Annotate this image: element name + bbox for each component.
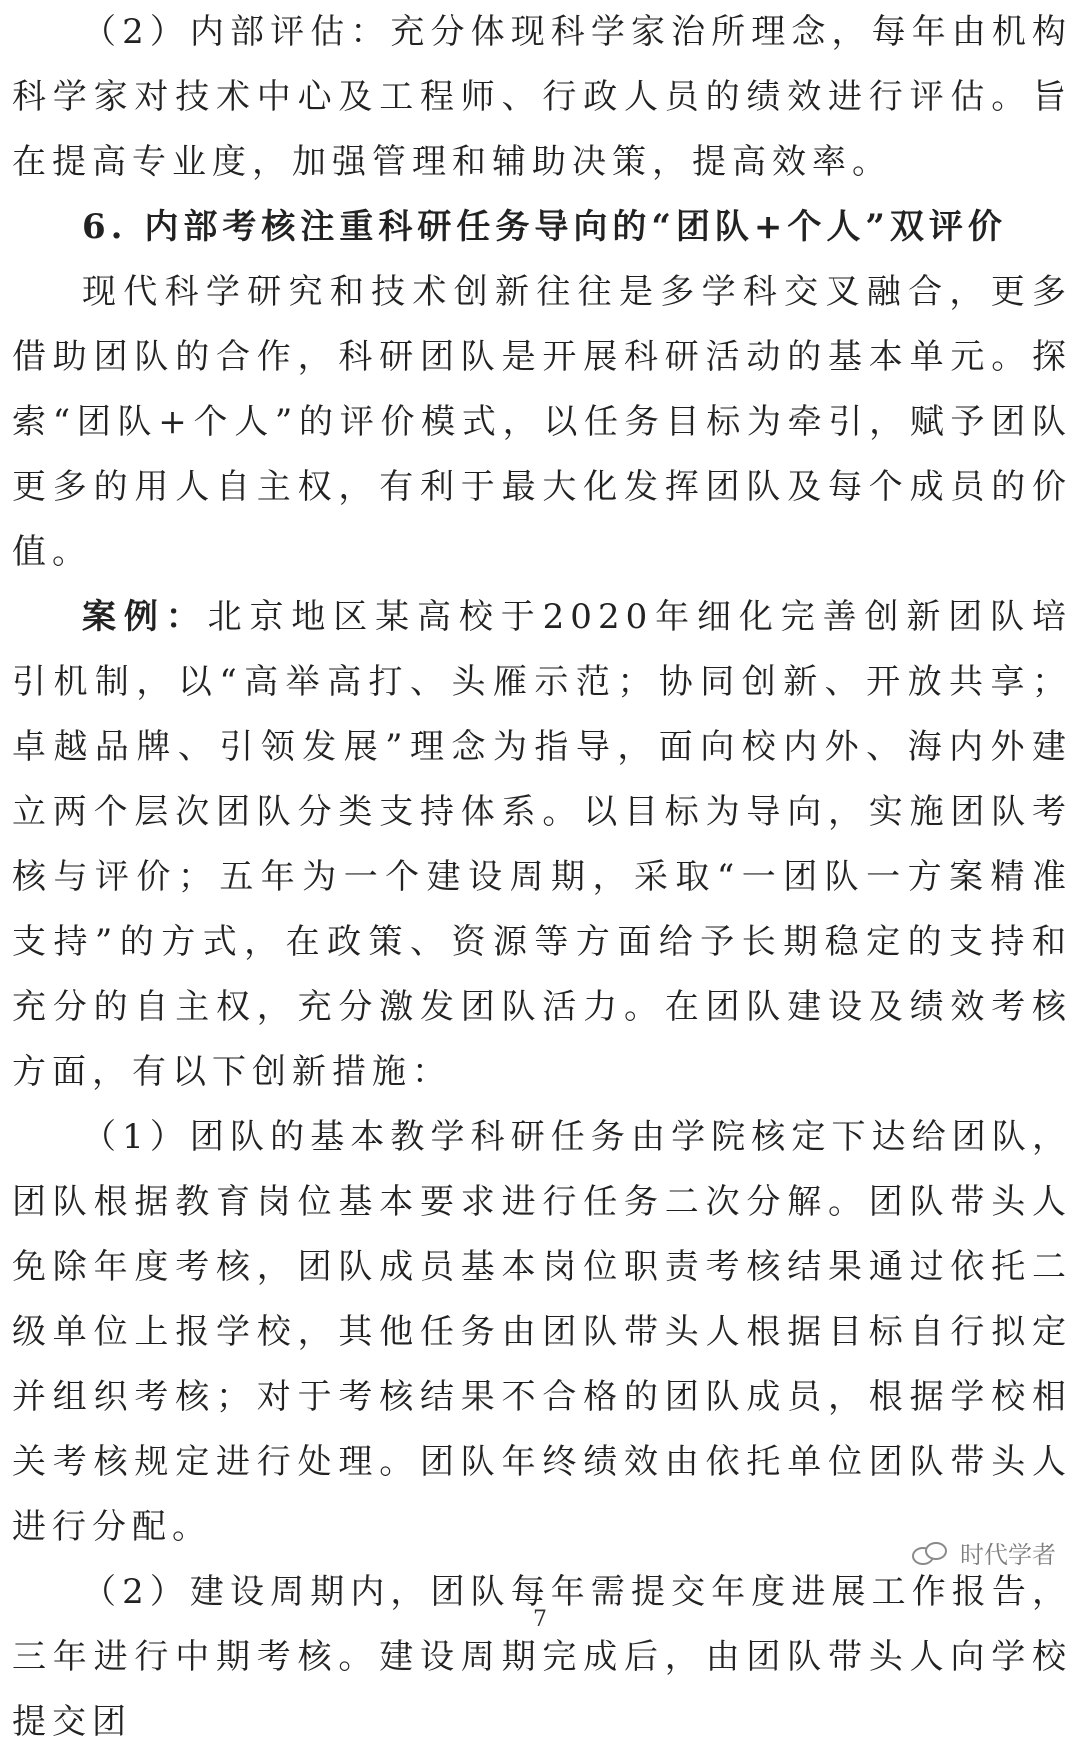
case-paragraph: [12, 585, 1072, 1105]
section-heading: 6. 内部考核注重科研任务导向的“团队+个人”双评价: [82, 207, 1007, 247]
page-number: 7: [533, 1607, 547, 1632]
case-label: 案例：: [82, 597, 208, 637]
watermark-text: 时代学者: [960, 1541, 1056, 1569]
wechat-icon: [910, 1539, 950, 1567]
measure-2-paragraph: （2）建设周期内，团队每年需提交年度进展工作报告，三年进行中期考核。建设周期完成后，由团队带头人向学校提交团: [12, 1572, 1072, 1742]
paragraph-2: 现代科学研究和技术创新往往是多学科交叉融合，更多借助团队的合作，科研团队是开展科研活动的基本单元。探索“团队+个人”的评价模式，以任务目标为牵引，赋予团队更多的用人自主权，有利于最大化发挥团队及每个成员的价值。: [12, 272, 1072, 572]
paragraph-1: （2）内部评估：充分体现科学家治所理念，每年由机构科学家对技术中心及工程师、行政人员的绩效进行评估。旨在提高专业度，加强管理和辅助决策，提高效率。: [12, 12, 1072, 182]
page-content: [12, 0, 1072, 1755]
chat-bubble-right-icon: [925, 1542, 947, 1560]
watermark: [910, 1535, 1056, 1570]
measure-1-paragraph: （1）团队的基本教学科研任务由学院核定下达给团队，团队根据教育岗位基本要求进行任务二次分解。团队带头人免除年度考核，团队成员基本岗位职责考核结果通过依托二级单位上报学校，其他任务由团队带头人根据目标自行拟定并组织考核；对于考核结果不合格的团队成员，根据学校相关考核规定进行处理。团队年终绩效由依托单位团队带头人进行分配。: [12, 1117, 1072, 1547]
case-text: 北京地区某高校于2020年细化完善创新团队培引机制，以“高举高打、头雁示范；协同创新、开放共享；卓越品牌、引领发展”理念为指导，面向校内外、海内外建立两个层次团队分类支持体系。以目标为导向，实施团队考核与评价；五年为一个建设周期，采取“一团队一方案精准支持”的方式，在政策、资源等方面给予长期稳定的支持和充分的自主权，充分激发团队活力。在团队建设及绩效考核方面，有以下创新措施：: [12, 597, 1072, 1092]
